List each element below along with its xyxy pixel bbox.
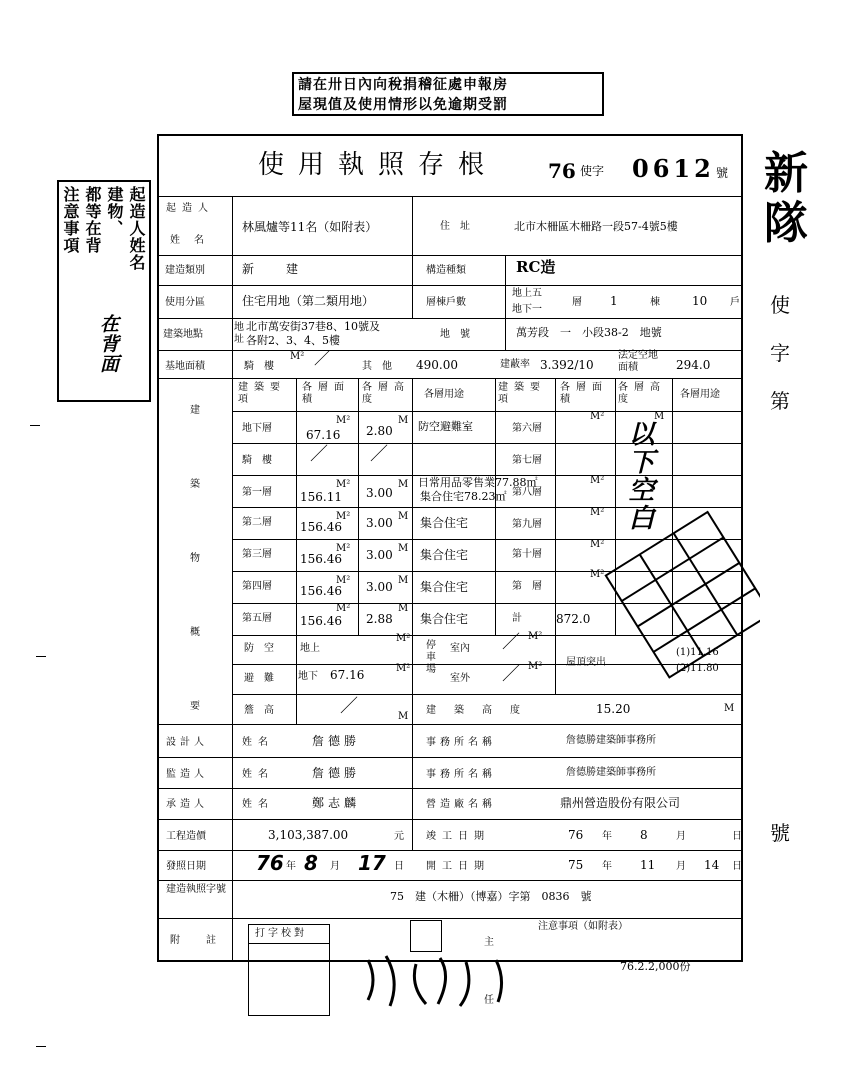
hline — [232, 411, 742, 412]
unit-m: M — [398, 603, 409, 614]
floor-area-4: 156.46 — [300, 584, 342, 598]
floor-name-2: 第二層 — [242, 517, 272, 528]
unit-m2: M² — [336, 415, 351, 426]
hline — [249, 943, 329, 944]
designer-name: 詹德勝 — [312, 734, 361, 748]
right-stamp-3: 使 — [770, 293, 790, 317]
permit-value: 75 建（木柵）（博嘉）字第 0836 號 — [390, 890, 592, 903]
right-edge-stamp — [758, 150, 854, 910]
issue-day: 17 — [358, 851, 386, 875]
top-notice-box — [292, 72, 604, 116]
roof-label: 屋頂突出 — [566, 657, 606, 668]
zone-value: 住宅用地（第二類用地） — [242, 294, 375, 308]
hline — [158, 918, 742, 919]
year-char: 年 — [286, 861, 296, 872]
hline — [158, 285, 742, 286]
open-space-value: 294.0 — [676, 358, 711, 372]
side-col-4: 注意事項 — [61, 186, 80, 254]
side-col-1: 起造人姓名 — [127, 186, 146, 271]
right-stamp-1: 新 — [764, 150, 808, 199]
col-header-item-r: 建築要項 — [498, 382, 546, 405]
proofread-stamp-text: 打字校對 — [255, 928, 307, 939]
floor-use-5: 集合住宅 — [420, 612, 469, 626]
floor-name-6: 第六層 — [512, 423, 542, 434]
blank-mark: 以下空白 — [624, 420, 654, 532]
diagonal-stamp-icon — [600, 500, 760, 700]
floor-height-arcade: ／ — [370, 444, 388, 465]
coverage-value: 3.392/10 — [540, 358, 594, 372]
contractor-name: 鄭志麟 — [312, 796, 361, 810]
done-label: 竣工日期 — [426, 831, 490, 842]
permit-number: 0612 — [632, 154, 715, 183]
small-stamp — [410, 920, 442, 952]
floors-label: 層棟戶數 — [426, 297, 466, 308]
permit-char: 使字 — [580, 164, 605, 178]
side-handwritten: 在背面 — [97, 314, 119, 374]
area-slash: ／ — [314, 349, 331, 368]
unit-m: M — [398, 711, 409, 722]
supervisor-office-label: 事務所名稱 — [426, 769, 496, 780]
vline — [232, 196, 233, 962]
unit-m2: M² — [396, 663, 411, 674]
floor-name-blank: 第 層 — [512, 581, 542, 592]
seal-marks-icon — [356, 950, 520, 1020]
unit-m2: M² — [336, 543, 351, 554]
floor-height-3: 3.00 — [366, 548, 393, 562]
shed-label: 簷 高 — [244, 705, 274, 716]
floor-use-4: 集合住宅 — [420, 580, 469, 594]
col-header-item: 建築要項 — [238, 382, 286, 405]
structure-value: RC造 — [516, 258, 556, 276]
floor-name-9: 第九層 — [512, 519, 542, 530]
side-col-2: 建物、 — [105, 186, 124, 237]
right-stamp-6: 號 — [770, 821, 790, 845]
unit-m2: M² — [590, 411, 605, 422]
air-raid-label-a: 防 空 — [244, 643, 274, 654]
supervisor-label: 監造人 — [166, 769, 208, 780]
vline — [358, 378, 359, 635]
parking-in: 室內 — [450, 643, 470, 654]
day-char: 日 — [732, 861, 742, 872]
lot-value: 萬芳段 一 小段38-2 地號 — [516, 326, 662, 339]
unit-m2: M² — [590, 507, 605, 518]
type-label: 建造類別 — [165, 265, 205, 276]
unit-m2: M² — [528, 631, 543, 642]
floor-name-b1: 地下層 — [242, 423, 272, 434]
coverage-label: 建蔽率 — [500, 359, 530, 370]
floor-name-total: 計 — [512, 613, 522, 624]
floor-height-5: 2.88 — [366, 612, 393, 626]
shed-slash: ／ — [340, 696, 358, 717]
right-stamp-2: 隊 — [764, 198, 808, 249]
supervisor-name-label: 姓名 — [242, 769, 274, 780]
bldg-side-3: 物 — [190, 553, 200, 564]
bldg-side-4: 概 — [190, 627, 200, 638]
site-label: 建築地點 — [163, 329, 203, 340]
right-stamp-4: 字 — [770, 341, 790, 365]
type-value: 新 建 — [242, 262, 309, 276]
area-label: 基地面積 — [165, 361, 205, 372]
floor-name-arcade: 騎 樓 — [242, 455, 272, 466]
unit-m: M — [724, 703, 735, 714]
col-header-area-r: 各層面積 — [560, 382, 608, 405]
cost-value: 3,103,387.00 — [268, 828, 349, 842]
floor-name-8: 第八層 — [512, 487, 542, 498]
floor-use-1: 日常用品零售業77.88㎡ — [418, 476, 538, 489]
floor-use-1b: 集合住宅78.23㎡ — [420, 490, 507, 503]
designer-label: 設計人 — [166, 737, 208, 748]
parking-label: 停車場 — [426, 640, 436, 675]
floor-use-2: 集合住宅 — [420, 516, 469, 530]
unit-m2: M² — [528, 661, 543, 672]
floor-height-4: 3.00 — [366, 580, 393, 594]
floors-unit-3: 戶 — [730, 297, 740, 308]
print-note: 76.2.2,000份 — [620, 960, 691, 973]
contractor-name-label: 姓名 — [242, 799, 274, 810]
vline — [412, 196, 413, 318]
structure-label: 構造種類 — [426, 265, 466, 276]
zone-label: 使用分區 — [165, 297, 205, 308]
floor-name-5: 第五層 — [242, 613, 272, 624]
site-prefix: 地址 — [234, 322, 244, 345]
floors-unit-1: 層 — [572, 297, 582, 308]
start-label: 開工日期 — [426, 861, 490, 872]
seal-area — [356, 950, 520, 1020]
side-instructions-box — [57, 180, 151, 402]
floor-area-b1: 67.16 — [306, 428, 341, 442]
roof-value-2: (2)11.80 — [676, 663, 719, 674]
designer-name-label: 姓名 — [242, 737, 274, 748]
address-value: 北市木柵區木柵路一段57-4號5樓 — [514, 220, 678, 233]
floor-area-3: 156.46 — [300, 552, 342, 566]
floor-name-4: 第四層 — [242, 581, 272, 592]
site-value-2: 各附2、3、4、5樓 — [246, 334, 340, 347]
roof-value-1: (1)11.16 — [676, 647, 719, 658]
margin-mark — [30, 425, 40, 426]
area-arcade: 騎 樓 — [244, 361, 274, 372]
day-char: 日 — [732, 831, 742, 842]
done-month: 8 — [640, 828, 648, 842]
vline — [296, 378, 297, 724]
unit-m2: M² — [336, 603, 351, 614]
office-value: 詹德勝建築師事務所 — [566, 735, 656, 746]
attach-note: 注意事項（如附表） — [538, 921, 628, 932]
proofread-stamp — [248, 924, 330, 1016]
month-char: 月 — [330, 861, 340, 872]
unit-m: M — [398, 543, 409, 554]
hline — [158, 757, 742, 758]
unit-m: M — [398, 415, 409, 426]
supervisor-name: 詹德勝 — [312, 766, 361, 780]
floor-area-5: 156.46 — [300, 614, 342, 628]
unit-m2: M² — [336, 479, 351, 490]
open-space-label: 法定空地面積 — [618, 350, 658, 373]
attach-label: 附 註 — [170, 935, 224, 946]
floors-buildings: 1 — [610, 294, 618, 308]
floor-name-1: 第一層 — [242, 487, 272, 498]
col-header-height: 各層高度 — [362, 382, 410, 405]
notice-line-2: 屋現值及使用情形以免逾期受罰 — [298, 97, 508, 113]
company-label: 營造廠名稱 — [426, 799, 496, 810]
col-header-use: 各層用途 — [424, 389, 464, 400]
month-char: 月 — [676, 831, 686, 842]
unit-m: M — [398, 575, 409, 586]
right-stamp-5: 第 — [770, 389, 790, 413]
year-char: 年 — [602, 861, 612, 872]
unit-m2: M² — [336, 575, 351, 586]
floors-below: 地下一 — [512, 304, 542, 315]
hline — [158, 788, 742, 789]
unit-m: M — [398, 479, 409, 490]
bldg-height-value: 15.20 — [596, 702, 631, 716]
parking-out: 室外 — [450, 673, 470, 684]
parking-in-slash: ／ — [502, 632, 520, 653]
hline — [232, 443, 742, 444]
issue-year: 76 — [256, 851, 284, 875]
margin-mark — [36, 1046, 46, 1047]
year-char: 年 — [602, 831, 612, 842]
floor-area-arcade: ／ — [310, 444, 328, 465]
unit-m: M — [654, 411, 665, 422]
supervisor-stamp-label: 主 — [484, 937, 494, 948]
office-label: 事務所名稱 — [426, 737, 496, 748]
vline — [495, 378, 496, 635]
start-month: 11 — [640, 858, 656, 872]
hline — [158, 724, 742, 725]
cost-label: 工程造價 — [166, 831, 206, 842]
unit-m2: M² — [590, 475, 605, 486]
supervisor-stamp-label-b: 任 — [484, 995, 494, 1006]
permit-suffix: 號 — [716, 166, 729, 180]
hline — [158, 318, 742, 319]
air-below: 地下 — [298, 671, 318, 682]
floors-above: 地上五 — [512, 288, 542, 299]
start-day: 14 — [704, 858, 720, 872]
unit-m2: M² — [590, 569, 605, 580]
issue-month: 8 — [304, 851, 318, 875]
month-char: 月 — [676, 861, 686, 872]
floors-unit-2: 棟 — [650, 297, 660, 308]
permit-year: 76 — [548, 159, 576, 183]
area-other-value: 490.00 — [416, 358, 458, 372]
floor-total-value: 872.0 — [556, 612, 591, 626]
floors-households: 10 — [692, 294, 708, 308]
col-header-height-r: 各層高度 — [618, 382, 666, 405]
diagonal-stamp — [600, 500, 760, 700]
company-value: 鼎州營造股份有限公司 — [560, 796, 681, 810]
unit-m2: M² — [396, 633, 411, 644]
owner-value: 林風爐等11名（如附表） — [242, 220, 378, 234]
cost-unit: 元 — [394, 831, 404, 842]
floor-use-b1: 防空避難室 — [418, 420, 473, 433]
floor-name-3: 第三層 — [242, 549, 272, 560]
address-label: 住 址 — [440, 221, 470, 232]
vline — [412, 724, 413, 850]
permit-label: 建造執照字號 — [166, 884, 226, 895]
vline — [555, 378, 556, 694]
air-below-value: 67.16 — [330, 668, 365, 682]
notice-line-1: 請在卅日內向稅捐稽征處申報房 — [298, 77, 508, 93]
unit-m2: M² — [590, 539, 605, 550]
owner-label-a: 起造人 — [166, 203, 214, 214]
side-col-3: 都等在背 — [83, 186, 102, 254]
hline — [158, 378, 742, 379]
contractor-label: 承造人 — [166, 799, 208, 810]
floor-height-1: 3.00 — [366, 486, 393, 500]
parking-out-slash: ／ — [502, 664, 520, 685]
air-above: 地上 — [300, 643, 320, 654]
margin-mark — [36, 656, 46, 657]
floor-height-b1: 2.80 — [366, 424, 393, 438]
hline — [158, 819, 742, 820]
vline — [412, 378, 413, 724]
unit-m2: M² — [336, 511, 351, 522]
lot-label: 地 號 — [440, 329, 470, 340]
bldg-side-5: 要 — [190, 701, 200, 712]
done-year: 76 — [568, 828, 584, 842]
hline — [158, 255, 742, 256]
unit-m: M — [398, 511, 409, 522]
area-other-label: 其 他 — [362, 361, 392, 372]
floor-area-1: 156.11 — [300, 490, 342, 504]
day-char: 日 — [394, 861, 404, 872]
site-value-1: 北市萬安街37巷8、10號及 — [246, 320, 380, 333]
issue-label: 發照日期 — [166, 861, 206, 872]
col-header-use-r: 各層用途 — [680, 389, 720, 400]
hline — [158, 850, 742, 851]
floor-use-3: 集合住宅 — [420, 548, 469, 562]
start-year: 75 — [568, 858, 584, 872]
floor-name-10: 第十層 — [512, 549, 542, 560]
air-raid-label-b: 避 難 — [244, 673, 274, 684]
form-title: 使用執照存根 — [258, 150, 499, 180]
hline — [158, 196, 742, 197]
hline — [158, 880, 742, 881]
bldg-height-label: 建 築 高 度 — [426, 705, 524, 716]
owner-label-b: 姓名 — [170, 235, 218, 246]
bldg-side-1: 建 — [190, 405, 200, 416]
floor-height-2: 3.00 — [366, 516, 393, 530]
floor-name-7: 第七層 — [512, 455, 542, 466]
col-header-area: 各層面積 — [302, 382, 350, 405]
bldg-side-2: 築 — [190, 479, 200, 490]
floor-area-2: 156.46 — [300, 520, 342, 534]
supervisor-office: 詹德勝建築師事務所 — [566, 767, 656, 778]
vline — [505, 255, 506, 350]
area-m2: M² — [290, 351, 305, 362]
